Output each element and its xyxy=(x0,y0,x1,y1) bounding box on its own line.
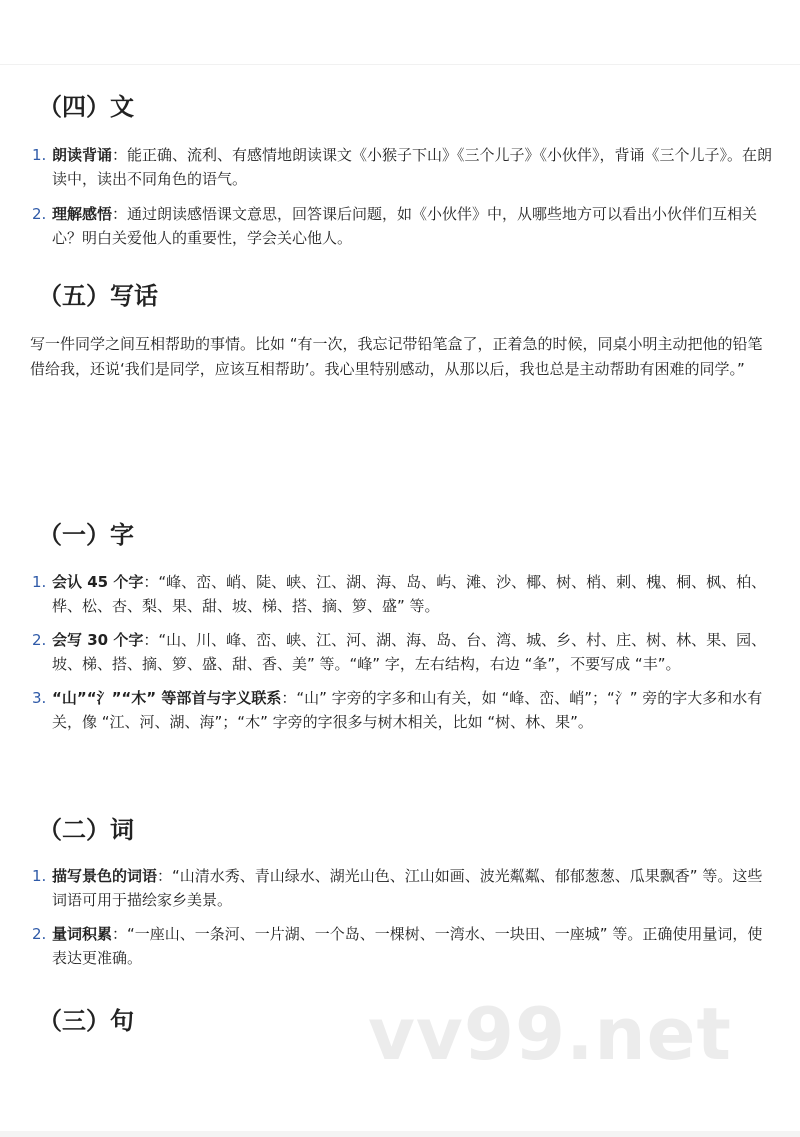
list-item xyxy=(30,864,775,912)
item-title: 会认 45 个字 xyxy=(52,573,144,591)
list-item xyxy=(30,570,775,618)
item-title: 朗读背诵 xyxy=(52,146,113,164)
list-item xyxy=(30,143,775,191)
item-text: ：“山清水秀、青山绿水、湖光山色、江山如画、波光粼粼、郁郁葱葱、瓜果飘香” 等。这些词语可用于描绘家乡美景。 xyxy=(52,867,763,909)
list-item xyxy=(30,922,775,970)
section-heading-wen: （四）文 xyxy=(38,93,134,121)
list-number: 2. xyxy=(32,925,47,943)
list-number: 1. xyxy=(32,146,47,164)
ci-list xyxy=(30,864,775,970)
list-item xyxy=(30,202,775,250)
item-text: ：“山” 字旁的字多和山有关，如 “峰、峦、峭”；“氵” 旁的字大多和水有关，像 “江、河、湖、海”；“木” 字旁的字很多与树木相关，比如 “树、林、果”。 xyxy=(52,689,763,731)
item-text: ：“一座山、一条河、一片湖、一个岛、一棵树、一湾水、一块田、一座城” 等。正确使用量词，使表达更准确。 xyxy=(52,925,763,967)
wen-list xyxy=(30,143,775,250)
list-item xyxy=(30,686,775,734)
top-divider xyxy=(0,64,800,65)
bottom-divider xyxy=(0,1131,800,1137)
item-text: ：“山、川、峰、峦、峡、江、河、湖、海、岛、台、湾、城、乡、村、庄、树、林、果、园、坡、梯、搭、摘、箩、盛、甜、香、美” 等。“峰” 字，左右结构，右边 “夆”，不要写成 “丰”。 xyxy=(52,631,767,673)
section-heading-ju: （三）句 xyxy=(38,1007,134,1035)
item-title: 描写景色的词语 xyxy=(52,867,158,885)
item-text: ：“峰、峦、峭、陡、峡、江、湖、海、岛、屿、滩、沙、椰、树、梢、刺、槐、桐、枫、柏、桦、松、杏、梨、果、甜、坡、梯、搭、摘、箩、盛” 等。 xyxy=(52,573,767,615)
watermark: vv99.net xyxy=(368,992,732,1076)
writing-paragraph: 写一件同学之间互相帮助的事情。比如 “有一次，我忘记带铅笔盒了，正着急的时候，同桌小明主动把他的铅笔借给我，还说‘我们是同学，应该互相帮助’。我心里特别感动，从那以后，我也总是主动帮助有困难的同学。” xyxy=(30,335,763,378)
item-title: 量词积累 xyxy=(52,925,113,943)
list-item xyxy=(30,628,775,676)
list-number: 2. xyxy=(32,631,47,649)
section-heading-xiehua: （五）写话 xyxy=(38,282,158,310)
zi-list xyxy=(30,570,775,734)
item-title: “山”“氵”“木” 等部首与字义联系 xyxy=(52,689,282,707)
section-heading-ci: （二）词 xyxy=(38,816,134,844)
item-title: 会写 30 个字 xyxy=(52,631,144,649)
list-number: 1. xyxy=(32,867,47,885)
list-number: 3. xyxy=(32,689,47,707)
item-title: 理解感悟 xyxy=(52,205,113,223)
item-text: ：通过朗读感悟课文意思，回答课后问题，如《小伙伴》中，从哪些地方可以看出小伙伴们互相关心？明白关爱他人的重要性，学会关心他人。 xyxy=(52,205,758,247)
section-heading-zi: （一）字 xyxy=(38,521,134,549)
list-number: 2. xyxy=(32,205,47,223)
item-text: ：能正确、流利、有感情地朗读课文《小猴子下山》《三个儿子》《小伙伴》，背诵《三个儿子》。在朗读中，读出不同角色的语气。 xyxy=(52,146,773,188)
list-number: 1. xyxy=(32,573,47,591)
